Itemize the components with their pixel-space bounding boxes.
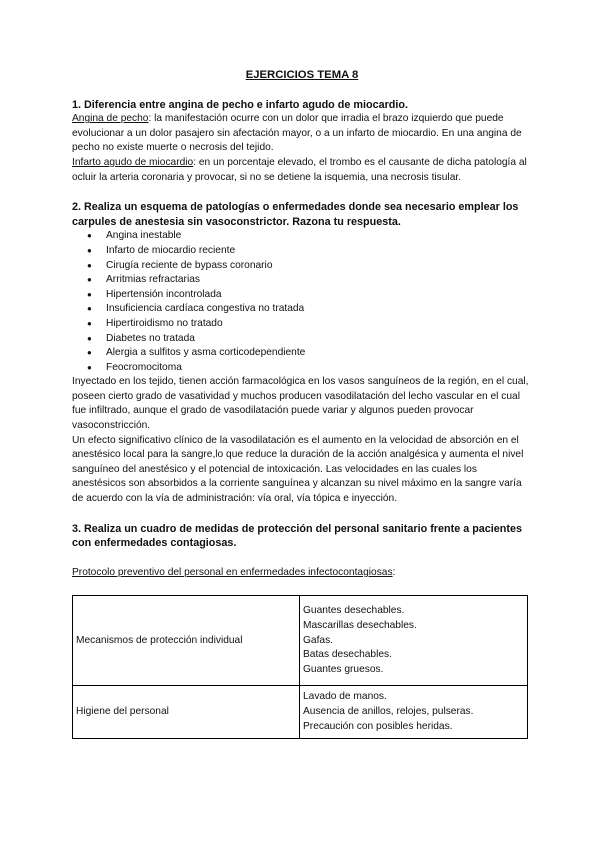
table-row (73, 686, 528, 739)
measure-line: Ausencia de anillos, relojes, pulseras. (303, 706, 474, 717)
measure-line: Guantes gruesos. (303, 663, 384, 675)
list-item: ● Hipertiroidismo no tratado (106, 317, 532, 332)
list-item: ● Diabetes no tratada (106, 332, 532, 347)
angina-definition (72, 112, 532, 156)
list-item: ● Arritmias refractarias (106, 273, 532, 288)
explanation-paragraph-1: Inyectado en los tejido, tienen acción farmacológica en los vasos sanguíneos de la región, en el cual, poseen cierto grado de vasatividad y muchos producen vasodilatación del lecho vascular en el cual fue infiltrado, aunque el grado de vasodilatación puede variar y algunos pueden provocar vasoconstricción. (72, 376, 529, 432)
measure-line: Batas desechables. (303, 649, 392, 661)
table-cell-label: Higiene del personal (73, 686, 300, 739)
list-item: ● Insuficiencia cardíaca congestiva no tratada (106, 302, 532, 317)
list-item: ● Cirugía reciente de bypass coronario (106, 259, 532, 274)
table-cell-measures (300, 686, 528, 739)
question-1 (72, 98, 532, 186)
list-item: ● Alergia a sulfitos y asma corticodependiente (106, 346, 532, 361)
spacer (72, 507, 532, 522)
spacer (72, 185, 532, 200)
question-1-heading: 1. Diferencia entre angina de pecho e infarto agudo de miocardio. (72, 98, 408, 111)
question-2 (72, 200, 532, 506)
measure-line: Mascarillas desechables. (303, 620, 417, 632)
table-cell-label: Mecanismos de protección individual (73, 596, 300, 686)
measure-line: Precaución con posibles heridas. (303, 720, 453, 732)
protocol-label: Protocolo preventivo del personal en enfermedades infectocontagiosas (72, 566, 393, 578)
spacer (72, 551, 532, 566)
protocol-caption (72, 566, 532, 581)
protocol-suffix: : (392, 566, 396, 578)
angina-text: : la manifestación ocurre con un dolor que irradia el brazo izquierdo que puede evolucionar a un dolor pasajero sin afectación mayor, o a un infarto de miocardio. En una angina de pecho no existe muerte o necrosis del tejido. (72, 113, 522, 154)
list-item: ● Angina inestable (106, 229, 532, 244)
infarto-label: Infarto agudo de miocardio (72, 156, 194, 168)
question-3-heading: 3. Realiza un cuadro de medidas de protección del personal sanitario frente a pacientes con enfermedades contagiosas. (72, 522, 523, 550)
angina-label: Angina de pecho (72, 113, 149, 125)
measure-line: Lavado de manos. (303, 691, 387, 703)
document-page (72, 68, 532, 739)
document-title: EJERCICIOS TEMA 8 (245, 69, 359, 81)
protection-table (72, 595, 528, 739)
infarto-text: : en un porcentaje elevado, el trombo es el causante de dicha patología al ocluir la arteria coronaria y provocar, si no se detiene la isquemia, una necrosis tisular. (72, 156, 527, 183)
question-3 (72, 522, 532, 740)
table-row (73, 596, 528, 686)
question-2-heading: 2. Realiza un esquema de patologías o enfermedades donde sea necesario emplear los carpules de anestesia sin vasoconstrictor. Razona tu respuesta. (72, 201, 519, 228)
infarto-definition (72, 156, 532, 185)
measure-line: Guantes desechables. (303, 605, 405, 617)
list-item: ● Hipertensión incontrolada (106, 288, 532, 303)
list-item: ● Feocromocitoma (106, 361, 532, 376)
measure-line: Gafas. (303, 634, 334, 646)
explanation-paragraph-2: Un efecto significativo clínico de la vasodilatación es el aumento en la velocidad de absorción en el anestésico local para la sangre,lo que reduce la duración de la acción analgésica y aumenta el nivel sanguíneo del anestésico y el potencial de intoxicación. Las velocidades en las cuales los anestésicos son absorbidos a la corriente sanguínea y alcanzan su nivel máximo en la sangre varía de acuerdo con la vía de administración: vía oral, vía tópica e inyección. (72, 434, 524, 505)
pathology-list (72, 229, 532, 375)
table-cell-measures (300, 596, 528, 686)
list-item: ● Infarto de miocardio reciente (106, 244, 532, 259)
